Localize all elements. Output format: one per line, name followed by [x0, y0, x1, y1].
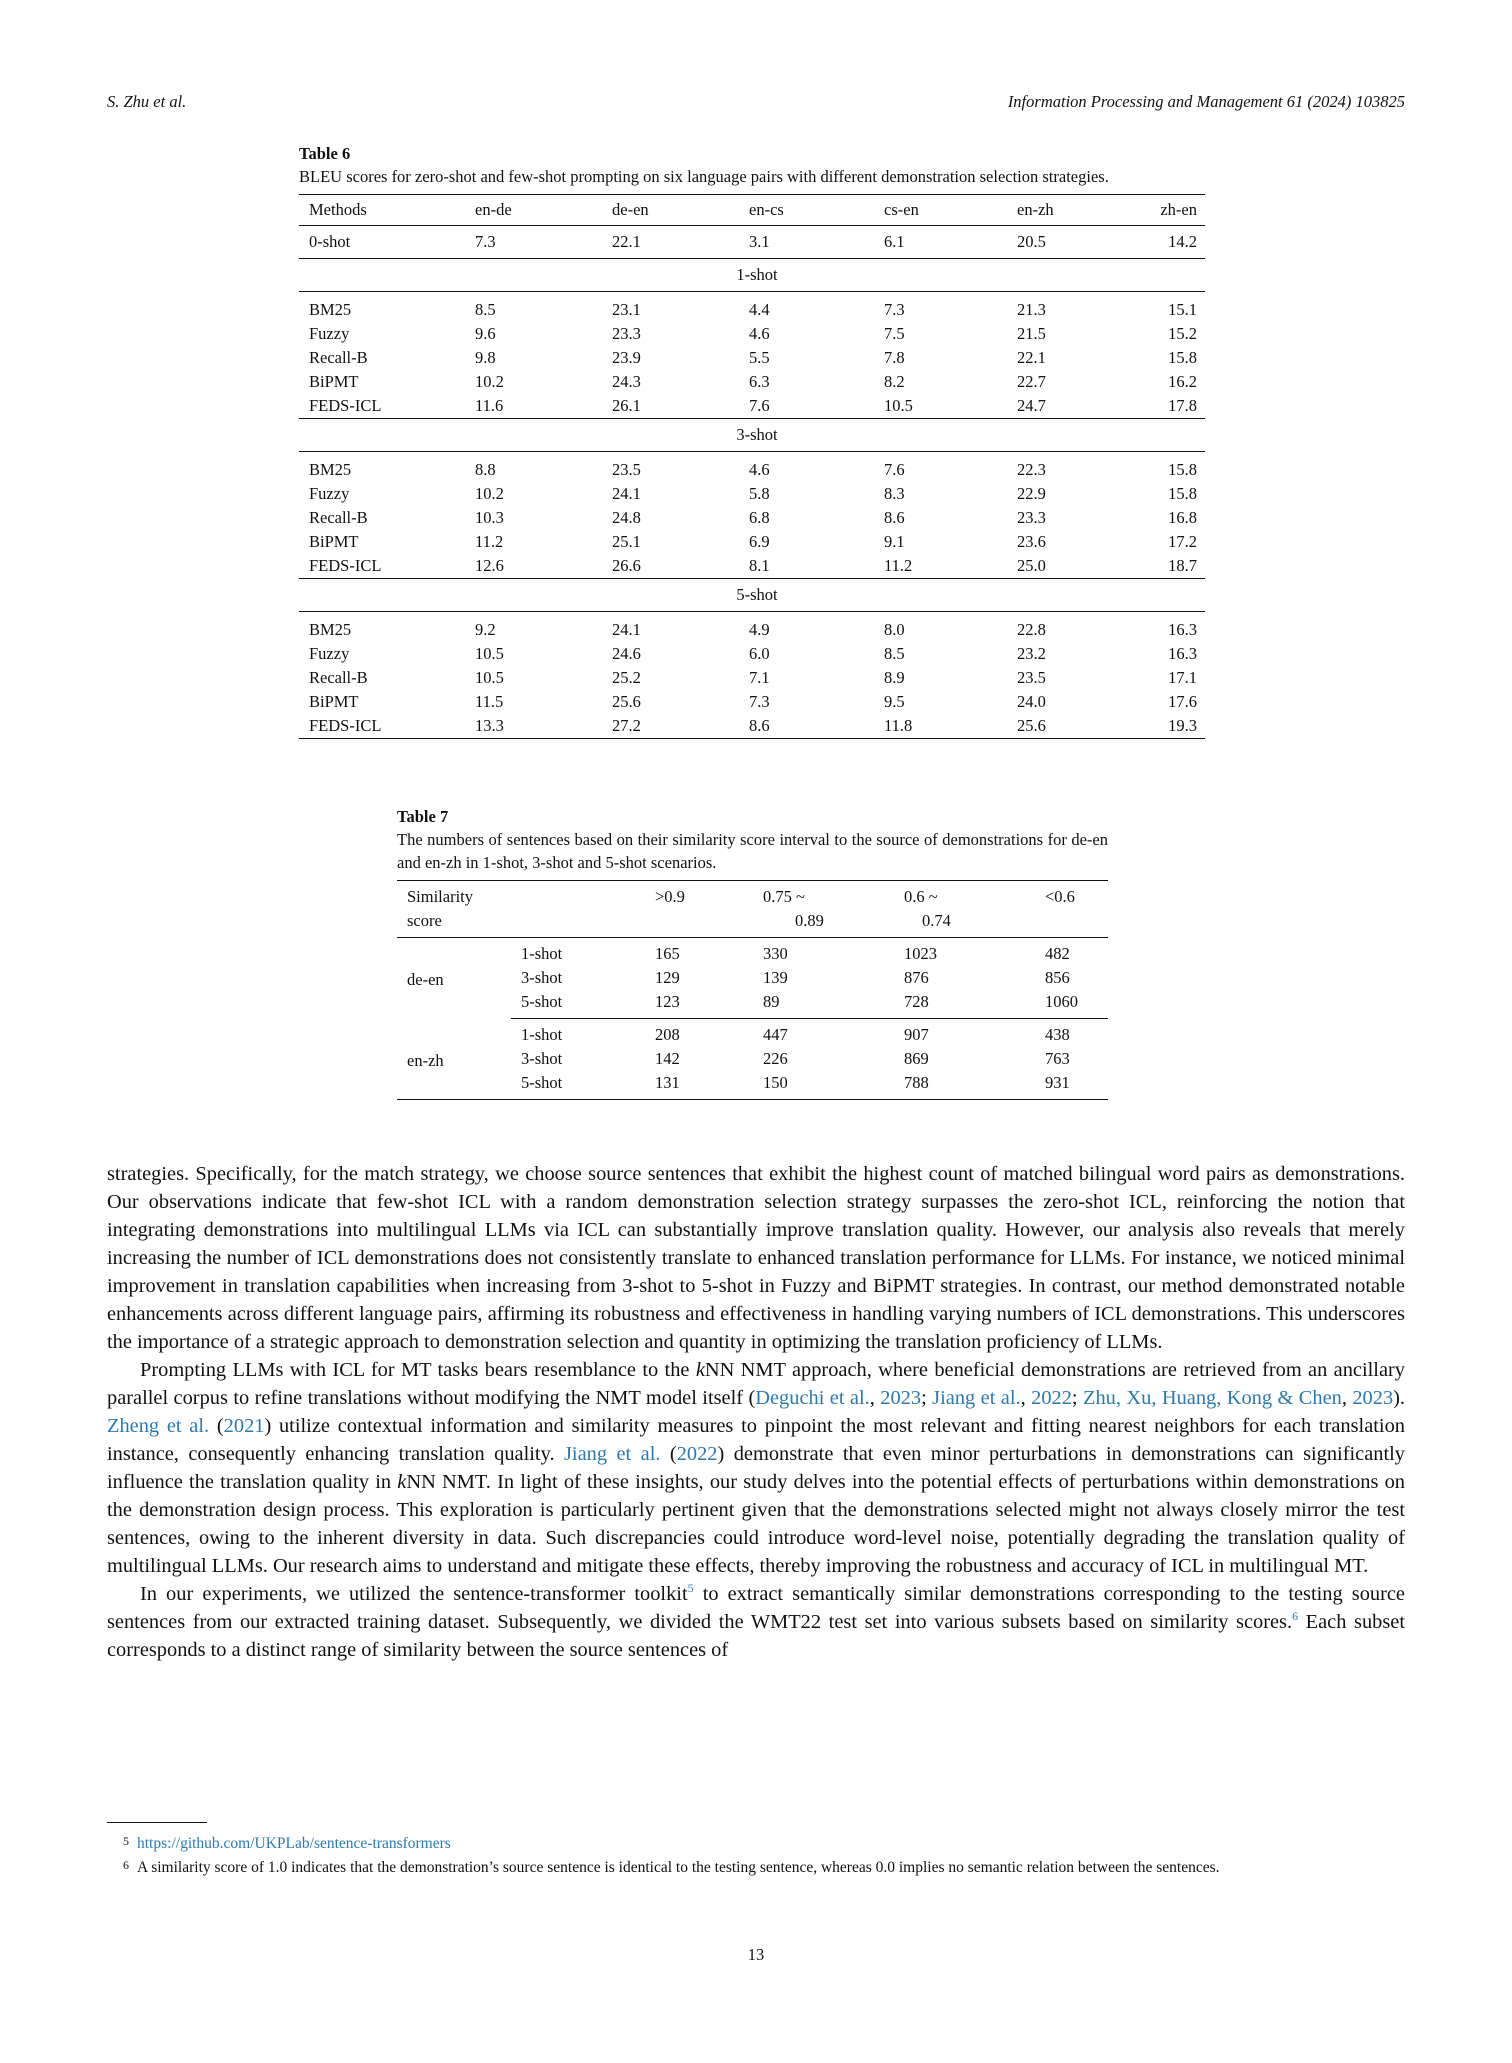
value-cell: 25.6 [612, 692, 641, 711]
column-header: zh-en [1131, 195, 1205, 226]
value-cell: 931 [1035, 1071, 1108, 1100]
method-cell: Recall-B [309, 508, 368, 527]
footnotes [107, 1832, 1405, 1880]
table-row [299, 690, 1205, 714]
value-cell: 25.1 [612, 532, 641, 551]
value-cell: 17.2 [1168, 532, 1197, 551]
value-cell: 23.3 [1017, 508, 1046, 527]
value-cell: 19.3 [1131, 714, 1205, 739]
value-cell: 129 [655, 968, 680, 987]
value-cell: 15.8 [1168, 460, 1197, 479]
text-run: ; [1071, 1387, 1084, 1409]
table-row [299, 346, 1205, 370]
value-cell: 17.6 [1168, 692, 1197, 711]
value-cell: 7.1 [749, 668, 770, 687]
text-run: to extract semantically similar demonstrations corresponding to the testing source sentences from our extracted training dataset. Subsequently, we divided the WMT22 test set into various subsets based on similarity scores. [107, 1583, 1405, 1633]
value-cell: 8.0 [884, 620, 905, 639]
value-cell: 142 [655, 1049, 680, 1068]
shot-cell: 3-shot [521, 968, 563, 987]
value-cell: 20.5 [1007, 226, 1131, 259]
table-7-caption: The numbers of sentences based on their similarity score interval to the source of demonstrations for de-en and en-zh in 1-shot, 3-shot and 5-shot scenarios. [397, 830, 1108, 872]
footnote [107, 1856, 1405, 1880]
value-cell: 8.9 [884, 668, 905, 687]
method-cell: BM25 [309, 620, 352, 639]
citation-link[interactable]: Jiang et al. [564, 1443, 661, 1465]
value-cell: 11.8 [874, 714, 1007, 739]
group-header-3-shot [299, 419, 1205, 452]
value-cell: 8.1 [739, 554, 874, 579]
table-row [299, 642, 1205, 666]
value-cell: 907 [904, 1025, 929, 1044]
value-cell: 24.6 [612, 644, 641, 663]
method-cell: BiPMT [309, 372, 359, 391]
table-7-label: Table 7 [397, 807, 449, 826]
citation-link[interactable]: Deguchi et al. [755, 1387, 870, 1409]
group-title: 5-shot [299, 579, 1205, 612]
value-cell: 21.5 [1017, 324, 1046, 343]
method-cell: Fuzzy [309, 644, 350, 663]
table-row [299, 554, 1205, 579]
method-cell: Fuzzy [309, 484, 350, 503]
value-cell: 8.3 [884, 484, 905, 503]
shot-cell: 1-shot [521, 1025, 563, 1044]
value-cell: 10.3 [475, 508, 504, 527]
value-cell: 26.1 [602, 394, 739, 419]
table-row-zero-shot [299, 226, 1205, 259]
value-cell: 15.1 [1168, 300, 1197, 319]
shot-cell: 3-shot [521, 1049, 563, 1068]
group-header-5-shot [299, 579, 1205, 612]
text-run: ). [1393, 1387, 1406, 1409]
value-cell: 9.1 [884, 532, 905, 551]
table-6-caption: BLEU scores for zero-shot and few-shot prompting on six language pairs with different demonstration selection strategies. [299, 167, 1109, 186]
value-cell: 4.6 [749, 460, 770, 479]
value-cell: 11.2 [874, 554, 1007, 579]
footnote-divider [107, 1822, 207, 1823]
value-cell: 6.8 [749, 508, 770, 527]
value-cell: 25.6 [1007, 714, 1131, 739]
text-run: ; [921, 1387, 933, 1409]
value-cell: 11.5 [475, 692, 504, 711]
value-cell: 23.3 [612, 324, 641, 343]
value-cell: 25.0 [1007, 554, 1131, 579]
value-cell: 23.2 [1017, 644, 1046, 663]
value-cell: 22.8 [1017, 620, 1046, 639]
value-cell: 16.8 [1168, 508, 1197, 527]
table-row [299, 394, 1205, 419]
method-cell: 0-shot [299, 226, 465, 259]
header-line: score [407, 911, 442, 930]
value-cell: 8.6 [739, 714, 874, 739]
value-cell: 15.8 [1168, 484, 1197, 503]
value-cell: 10.2 [475, 484, 504, 503]
column-header: >0.9 [655, 887, 685, 906]
value-cell: 22.3 [1017, 460, 1046, 479]
table-row [299, 506, 1205, 530]
value-cell: 23.5 [612, 460, 641, 479]
text-run: In our experiments, we utilized the sentence-transformer toolkit [140, 1583, 688, 1605]
footnote-mark: 5 [123, 1834, 129, 1848]
table-row [299, 530, 1205, 554]
value-cell: 24.1 [612, 620, 641, 639]
text-run: Each subset corresponds to a distinct range of similarity between the source sentences of [107, 1611, 1405, 1661]
method-cell: Fuzzy [309, 324, 350, 343]
header-line-text: 0.89 [795, 911, 824, 930]
method-cell: BM25 [309, 460, 352, 479]
value-cell: 6.3 [749, 372, 770, 391]
value-cell: 7.8 [884, 348, 905, 367]
value-cell: 16.3 [1168, 644, 1197, 663]
text-run: ( [660, 1443, 677, 1465]
citation-link[interactable]: 2021 [223, 1415, 265, 1437]
value-cell: 11.6 [465, 394, 602, 419]
header-journal: Information Processing and Management 61 (2024) 103825 [1007, 92, 1405, 111]
value-cell: 15.2 [1168, 324, 1197, 343]
value-cell: 9.6 [475, 324, 496, 343]
value-cell: 8.8 [475, 460, 496, 479]
text-run: , [1020, 1387, 1032, 1409]
method-cell: BM25 [309, 300, 352, 319]
value-cell: 208 [655, 1025, 680, 1044]
text-run: ) demonstrate that even minor perturbations in demonstrations can significantly influence the translation quality in [107, 1443, 1406, 1493]
column-header-similarity [397, 881, 511, 938]
column-header: en-cs [739, 195, 874, 226]
table-row [299, 482, 1205, 506]
paragraph [107, 1356, 1405, 1580]
text-run: ( [209, 1415, 224, 1437]
header-line: Similarity [407, 887, 473, 906]
value-cell: 7.3 [749, 692, 770, 711]
value-cell: 8.2 [884, 372, 905, 391]
value-cell: 11.2 [475, 532, 504, 551]
table-row [299, 322, 1205, 346]
citation-link[interactable]: 2022 [1031, 1387, 1072, 1409]
table-row [299, 458, 1205, 482]
value-cell: 7.3 [465, 226, 602, 259]
value-cell: 4.4 [749, 300, 770, 319]
value-cell: 89 [753, 990, 894, 1019]
value-cell: 22.9 [1017, 484, 1046, 503]
table-row [299, 714, 1205, 739]
footnote-ref[interactable]: 5 [687, 1581, 694, 1596]
header-line-text: 0.74 [922, 911, 951, 930]
text-run: , [869, 1387, 881, 1409]
value-cell: 17.8 [1131, 394, 1205, 419]
footnote-mark: 6 [123, 1858, 129, 1872]
footnote-ref[interactable]: 6 [1292, 1609, 1299, 1624]
value-cell: 447 [763, 1025, 788, 1044]
method-cell: FEDS-ICL [299, 554, 465, 579]
value-cell: 9.5 [884, 692, 905, 711]
column-header [753, 881, 894, 938]
value-cell: 9.8 [475, 348, 496, 367]
table-6 [299, 143, 1205, 739]
table-row [397, 938, 1108, 967]
value-cell: 27.2 [602, 714, 739, 739]
value-cell: 23.1 [612, 300, 641, 319]
table-7-header-row [397, 881, 1108, 938]
value-cell: 24.3 [612, 372, 641, 391]
table-row [397, 1019, 1108, 1048]
value-cell: 482 [1045, 944, 1070, 963]
value-cell: 15.8 [1168, 348, 1197, 367]
table-7 [397, 806, 1108, 1100]
value-cell: 22.1 [602, 226, 739, 259]
value-cell: 10.5 [475, 644, 504, 663]
value-cell: 13.3 [465, 714, 602, 739]
value-cell: 24.1 [612, 484, 641, 503]
value-cell: 4.9 [749, 620, 770, 639]
table-7-grid [397, 880, 1108, 1100]
value-cell: 23.6 [1017, 532, 1046, 551]
value-cell: 226 [763, 1049, 788, 1068]
shot-cell: 5-shot [511, 1071, 645, 1100]
value-cell: 23.9 [612, 348, 641, 367]
value-cell: 16.3 [1168, 620, 1197, 639]
text-run: ) utilize contextual information and similarity measures to pinpoint the most relevant and fitting nearest neighbors for each translation instance, consequently enhancing translation quality. [107, 1415, 1405, 1465]
text-run: NN NMT. In light of these insights, our study delves into the potential effects of perturbations within demonstrations on the demonstration design process. This exploration is particularly pertinent given that the demonstrations selected might not always closely mirror the test sentences, owing to the inherent diversity in data. Such discrepancies could introduce word-level noise, potentially degrading the translation quality of multilingual LLMs. Our research aims to understand and mitigate these effects, thereby improving the robustness and accuracy of ICL in multilingual MT. [107, 1471, 1406, 1577]
pair-cell: de-en [407, 970, 444, 990]
method-cell: Recall-B [309, 348, 368, 367]
value-cell: 788 [894, 1071, 1035, 1100]
value-cell: 26.6 [602, 554, 739, 579]
text-run: NN NMT approach, where beneficial demonstrations are retrieved from an ancillary parallel corpus to refine translations without modifying the NMT model itself ( [107, 1359, 1405, 1409]
group-header-1-shot [299, 259, 1205, 292]
text-run: , [1341, 1387, 1353, 1409]
citation-link[interactable]: 2022 [676, 1443, 718, 1465]
value-cell: 1023 [904, 944, 937, 963]
column-header: en-de [465, 195, 602, 226]
footnote-text: A similarity score of 1.0 indicates that the demonstration’s source sentence is identical to the testing sentence, whereas 0.0 implies no semantic relation between the sentences. [137, 1859, 1220, 1876]
value-cell: 7.3 [884, 300, 905, 319]
citation-link[interactable]: 2023 [1352, 1387, 1394, 1409]
value-cell: 150 [753, 1071, 894, 1100]
italic-k: k [397, 1471, 407, 1493]
citation-link[interactable]: Zhu, Xu, Huang, Kong & Chen [1083, 1387, 1342, 1409]
value-cell: 3.1 [739, 226, 874, 259]
value-cell: 438 [1045, 1025, 1070, 1044]
citation-link[interactable]: Jiang et al. [932, 1387, 1021, 1409]
value-cell: 5.5 [749, 348, 770, 367]
column-header: Methods [299, 195, 465, 226]
method-cell: Recall-B [309, 668, 368, 687]
body-text [107, 1160, 1405, 1664]
table-6-label: Table 6 [299, 144, 351, 163]
value-cell: 7.6 [884, 460, 905, 479]
shot-cell: 5-shot [511, 990, 645, 1019]
column-header: cs-en [874, 195, 1007, 226]
value-cell: 24.0 [1017, 692, 1046, 711]
value-cell: 18.7 [1131, 554, 1205, 579]
value-cell: 7.6 [739, 394, 874, 419]
header-line [763, 909, 894, 933]
value-cell: 6.0 [749, 644, 770, 663]
column-header: en-zh [1007, 195, 1131, 226]
method-cell: BiPMT [309, 692, 359, 711]
group-title: 3-shot [299, 419, 1205, 452]
value-cell: 14.2 [1131, 226, 1205, 259]
value-cell: 10.5 [475, 668, 504, 687]
value-cell: 24.8 [612, 508, 641, 527]
value-cell: 10.5 [874, 394, 1007, 419]
paragraph: strategies. Specifically, for the match strategy, we choose source sentences that exhibit the highest count of matched bilingual word pairs as demonstrations. Our observations indicate that few-shot ICL with a random demonstration selection strategy surpasses the zero-shot ICL, reinforcing the notion that integrating demonstrations into multilingual LLMs via ICL can substantially improve translation quality. However, our analysis also reveals that merely increasing the number of ICL demonstrations does not consistently translate to enhanced translation performance for LLMs. For instance, we noticed minimal improvement in translation capabilities when increasing from 3-shot to 5-shot in Fuzzy and BiPMT strategies. In contrast, our method demonstrated notable enhancements across different language pairs, affirming its robustness and effectiveness in handling varying numbers of ICL demonstrations. This underscores the importance of a strategic approach to demonstration selection and quantity in optimizing the translation proficiency of LLMs. [107, 1163, 1405, 1353]
value-cell: 876 [904, 968, 929, 987]
value-cell: 25.2 [612, 668, 641, 687]
footnote [107, 1832, 1405, 1856]
value-cell: 24.7 [1007, 394, 1131, 419]
table-row [299, 666, 1205, 690]
header-line: 0.6 ~ [904, 887, 938, 906]
italic-k: k [695, 1359, 705, 1381]
table-row [299, 370, 1205, 394]
value-cell: 131 [645, 1071, 753, 1100]
method-cell: BiPMT [309, 532, 359, 551]
value-cell: 8.5 [884, 644, 905, 663]
method-cell: FEDS-ICL [299, 714, 465, 739]
value-cell: 165 [655, 944, 680, 963]
table-row [299, 618, 1205, 642]
value-cell: 22.7 [1017, 372, 1046, 391]
header-line: 0.75 ~ [763, 887, 805, 906]
value-cell: 8.5 [475, 300, 496, 319]
value-cell: 139 [763, 968, 788, 987]
value-cell: 4.6 [749, 324, 770, 343]
value-cell: 869 [904, 1049, 929, 1068]
value-cell: 22.1 [1017, 348, 1046, 367]
value-cell: 16.2 [1168, 372, 1197, 391]
value-cell: 21.3 [1017, 300, 1046, 319]
column-header: de-en [602, 195, 739, 226]
value-cell: 6.9 [749, 532, 770, 551]
page-number: 13 [747, 1945, 765, 1964]
header-line [904, 909, 1035, 933]
column-header: <0.6 [1045, 887, 1075, 906]
value-cell: 10.2 [475, 372, 504, 391]
text-run: Prompting LLMs with ICL for MT tasks bears resemblance to the [140, 1359, 696, 1381]
column-header-empty [511, 881, 645, 938]
value-cell: 330 [763, 944, 788, 963]
pair-cell: en-zh [397, 1019, 511, 1100]
table-6-header-row [299, 195, 1205, 226]
value-cell: 8.6 [884, 508, 905, 527]
table-row [299, 298, 1205, 322]
value-cell: 1060 [1035, 990, 1108, 1019]
value-cell: 12.6 [465, 554, 602, 579]
value-cell: 728 [894, 990, 1035, 1019]
value-cell: 9.2 [475, 620, 496, 639]
citation-link[interactable]: 2023 [880, 1387, 922, 1409]
footnote-url-link[interactable]: https://github.com/UKPLab/sentence-transformers [137, 1835, 451, 1852]
running-header [107, 92, 1405, 112]
value-cell: 5.8 [749, 484, 770, 503]
value-cell: 7.5 [884, 324, 905, 343]
value-cell: 123 [645, 990, 753, 1019]
value-cell: 763 [1045, 1049, 1070, 1068]
table-6-grid [299, 194, 1205, 739]
value-cell: 6.1 [874, 226, 1007, 259]
value-cell: 856 [1045, 968, 1070, 987]
shot-cell: 1-shot [521, 944, 563, 963]
citation-link[interactable]: Zheng et al. [107, 1415, 210, 1437]
header-authors: S. Zhu et al. [107, 92, 187, 111]
paragraph [107, 1580, 1405, 1664]
value-cell: 23.5 [1017, 668, 1046, 687]
method-cell: FEDS-ICL [299, 394, 465, 419]
group-title: 1-shot [299, 259, 1205, 292]
value-cell: 17.1 [1168, 668, 1197, 687]
column-header [894, 881, 1035, 938]
